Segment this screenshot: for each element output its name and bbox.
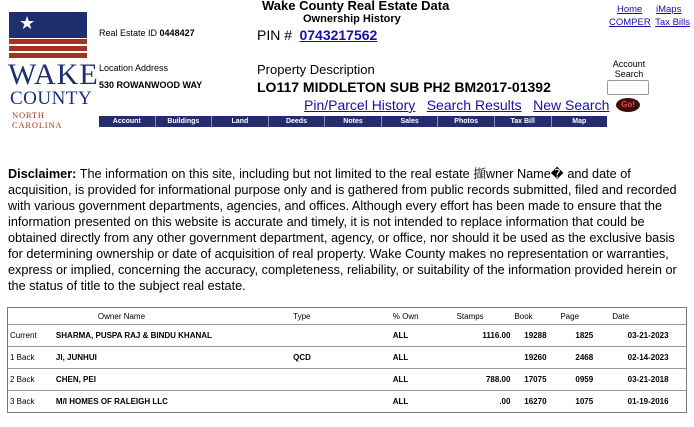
col-header-owner: Owner Name — [97, 311, 146, 321]
row-label: Current — [8, 324, 54, 346]
date: 02-14-2023 — [610, 346, 686, 368]
account-search-label — [612, 59, 646, 79]
disclaimer-label: Disclaimer: — [8, 167, 77, 181]
tab-photos[interactable]: Photos — [438, 116, 495, 127]
stamps — [455, 346, 513, 368]
book: 16270 — [512, 390, 558, 412]
tab-tax-bill[interactable]: Tax Bill — [495, 116, 552, 127]
percent-own: ALL — [391, 390, 455, 412]
book: 19260 — [512, 346, 558, 368]
date: 01-19-2016 — [610, 390, 686, 412]
tab-map[interactable]: Map — [572, 118, 587, 125]
page: 1825 — [558, 324, 610, 346]
wake-county-logo[interactable] — [6, 10, 99, 130]
tab-notes[interactable]: Notes — [325, 116, 382, 127]
tab-sales[interactable]: Sales — [382, 116, 439, 127]
page: 1075 — [558, 390, 610, 412]
owner-name: SHARMA, PUSPA RAJ & BINDU KHANAL — [54, 324, 291, 346]
owner-name: CHEN, PEI — [54, 368, 291, 390]
pin — [257, 27, 377, 45]
book: 17075 — [512, 368, 558, 390]
new-search-link[interactable]: New Search — [533, 97, 610, 113]
col-header-date: Date — [612, 311, 630, 321]
row-label: 2 Back — [8, 368, 54, 390]
book: 19288 — [512, 324, 558, 346]
star-icon: ★ — [19, 13, 36, 33]
stamps: 788.00 — [455, 368, 513, 390]
real-estate-id-value: 0448427 — [159, 28, 195, 38]
disclaimer — [8, 166, 688, 294]
percent-own: ALL — [391, 324, 455, 346]
percent-own: ALL — [391, 368, 455, 390]
logo-county-text: COUNTY — [10, 88, 93, 109]
account-search-label-line1: Account — [612, 59, 646, 69]
flag-graphic — [9, 12, 87, 60]
history-links — [304, 97, 616, 115]
location-value: 530 ROWANWOOD WAY — [99, 80, 203, 90]
pin-label: PIN # — [257, 27, 293, 43]
account-search-label-line2: Search — [614, 69, 644, 79]
tab-land[interactable]: Land — [212, 116, 269, 127]
disclaimer-text: The information on this site, including but not limited to the real estate 擷wner Name� and date of acquisition, is provided for informational purpose only and is gathered from public records submitted, filed and recorded with various government departments, agencies, and offices. Although every effort has been made to ensure that the information presented on this website is accurate and timely, it is not intended to replace information that could be obtained directly from any other government department, agency, or office, nor should it be used as the exclusive basis for determining ownership or date of acquisition of real property. Wake County makes no representation or warranties, express or implied, concerning the accuracy, completeness, reliability, or suitability of the information provided herein or the status of title to the subject real estate. — [8, 167, 677, 293]
account-search-input[interactable] — [607, 80, 649, 95]
table-row — [8, 390, 686, 412]
description-label: Property Description — [257, 62, 375, 77]
tax-bills-link[interactable]: Tax Bills — [655, 17, 690, 28]
owner-name: M/I HOMES OF RALEIGH LLC — [54, 390, 291, 412]
col-header-type: Type — [293, 311, 311, 321]
table-row — [8, 346, 686, 368]
col-header-label — [8, 308, 54, 324]
page: 2468 — [558, 346, 610, 368]
row-label: 1 Back — [8, 346, 54, 368]
tab-account[interactable]: Account — [99, 116, 156, 127]
page-title: Wake County Real Estate Data — [262, 0, 450, 13]
owner-name: JI, JUNHUI — [54, 346, 291, 368]
home-link[interactable]: Home — [617, 4, 643, 15]
col-header-page: Page — [560, 311, 580, 321]
comper-link[interactable]: COMPER — [609, 17, 651, 28]
real-estate-id-label: Real Estate ID — [99, 28, 158, 38]
deed-type — [291, 324, 391, 346]
search-results-link[interactable]: Search Results — [426, 97, 522, 113]
stamps: 1116.00 — [455, 324, 513, 346]
deed-type: QCD — [291, 346, 391, 368]
deed-type — [291, 390, 391, 412]
row-label: 3 Back — [8, 390, 54, 412]
logo-wake-text: WAKE — [8, 58, 99, 91]
imaps-link[interactable]: iMaps — [656, 4, 682, 15]
pin-parcel-history-link[interactable]: Pin/Parcel History — [304, 97, 416, 113]
table-header-row — [8, 308, 686, 324]
page-subtitle: Ownership History — [303, 13, 401, 25]
tab-buildings[interactable]: Buildings — [156, 116, 213, 127]
location-label: Location Address — [99, 63, 169, 73]
nav-tabs — [99, 116, 607, 127]
tab-deeds[interactable]: Deeds — [269, 116, 326, 127]
col-header-stamps: Stamps — [456, 311, 484, 321]
logo-state-text: NORTH CAROLINA — [12, 110, 63, 130]
top-links-row2 — [609, 12, 690, 30]
percent-own: ALL — [391, 346, 455, 368]
ownership-table — [7, 307, 687, 413]
stamps: .00 — [455, 390, 513, 412]
table-row — [8, 324, 686, 346]
property-description: LO117 MIDDLETON SUB PH2 BM2017-01392 — [257, 79, 551, 95]
page: 0959 — [558, 368, 610, 390]
col-header-book: Book — [514, 311, 533, 321]
deed-type — [291, 368, 391, 390]
table-row — [8, 368, 686, 390]
go-button[interactable]: Go! — [616, 98, 640, 112]
pin-link[interactable]: 0743217562 — [299, 27, 378, 43]
col-header-own: % Own — [392, 311, 419, 321]
real-estate-id — [99, 28, 195, 38]
date: 03-21-2023 — [610, 324, 686, 346]
date: 03-21-2018 — [610, 368, 686, 390]
